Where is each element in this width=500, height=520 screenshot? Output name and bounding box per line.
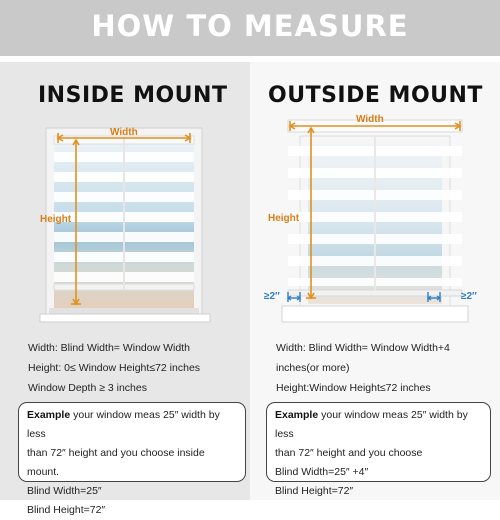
inside-description <box>28 338 200 398</box>
inside-example-keyword: Example <box>27 409 71 421</box>
outside-example-keyword: Example <box>275 409 319 421</box>
page-title: HOW TO MEASURE <box>91 9 409 43</box>
outside-mount-title: OUTSIDE MOUNT <box>268 83 483 108</box>
inside-example-line1: your window meas 25″ width by less <box>27 409 220 440</box>
inside-width-label: Width <box>110 127 138 138</box>
inside-width-rule: Width: Blind Width= Window Width <box>28 342 190 354</box>
inside-mount-title: INSIDE MOUNT <box>38 83 228 108</box>
outside-height-label: Height <box>268 213 300 224</box>
inside-example-box <box>18 402 246 516</box>
left-margin-label: ≥2″ <box>264 291 280 302</box>
outside-example-line <box>275 406 482 444</box>
outside-example-box <box>266 402 491 497</box>
outside-width-rule: Width: Blind Width= Window Width+4 <box>276 342 450 354</box>
outside-example-height: Blind Height=72″ <box>275 485 354 497</box>
outside-width-rule-continued: inches(or more) <box>276 362 350 374</box>
outside-example-line2: than 72″ height and you choose <box>275 447 423 459</box>
inside-height-rule: Height: 0≤ Window Height≤72 inches <box>28 362 201 374</box>
inside-height-label: Height <box>40 214 72 225</box>
outside-width-label: Width <box>356 114 384 125</box>
inside-example-line2: than 72″ height and you choose inside mount. <box>27 447 205 478</box>
inside-example-line <box>27 406 237 444</box>
inside-example-height: Blind Height=72″ <box>27 504 106 516</box>
outside-height-rule: Height:Window Height≤72 inches <box>276 382 431 394</box>
outside-description <box>276 338 450 398</box>
outside-example-width: Blind Width=25″ +4″ <box>275 466 369 478</box>
inside-depth-rule: Window Depth ≥ 3 inches <box>28 382 147 394</box>
inside-example-width: Blind Width=25″ <box>27 485 102 497</box>
right-margin-label: ≥2″ <box>461 291 477 302</box>
outside-example-line1: your window meas 25″ width by less <box>275 409 468 440</box>
